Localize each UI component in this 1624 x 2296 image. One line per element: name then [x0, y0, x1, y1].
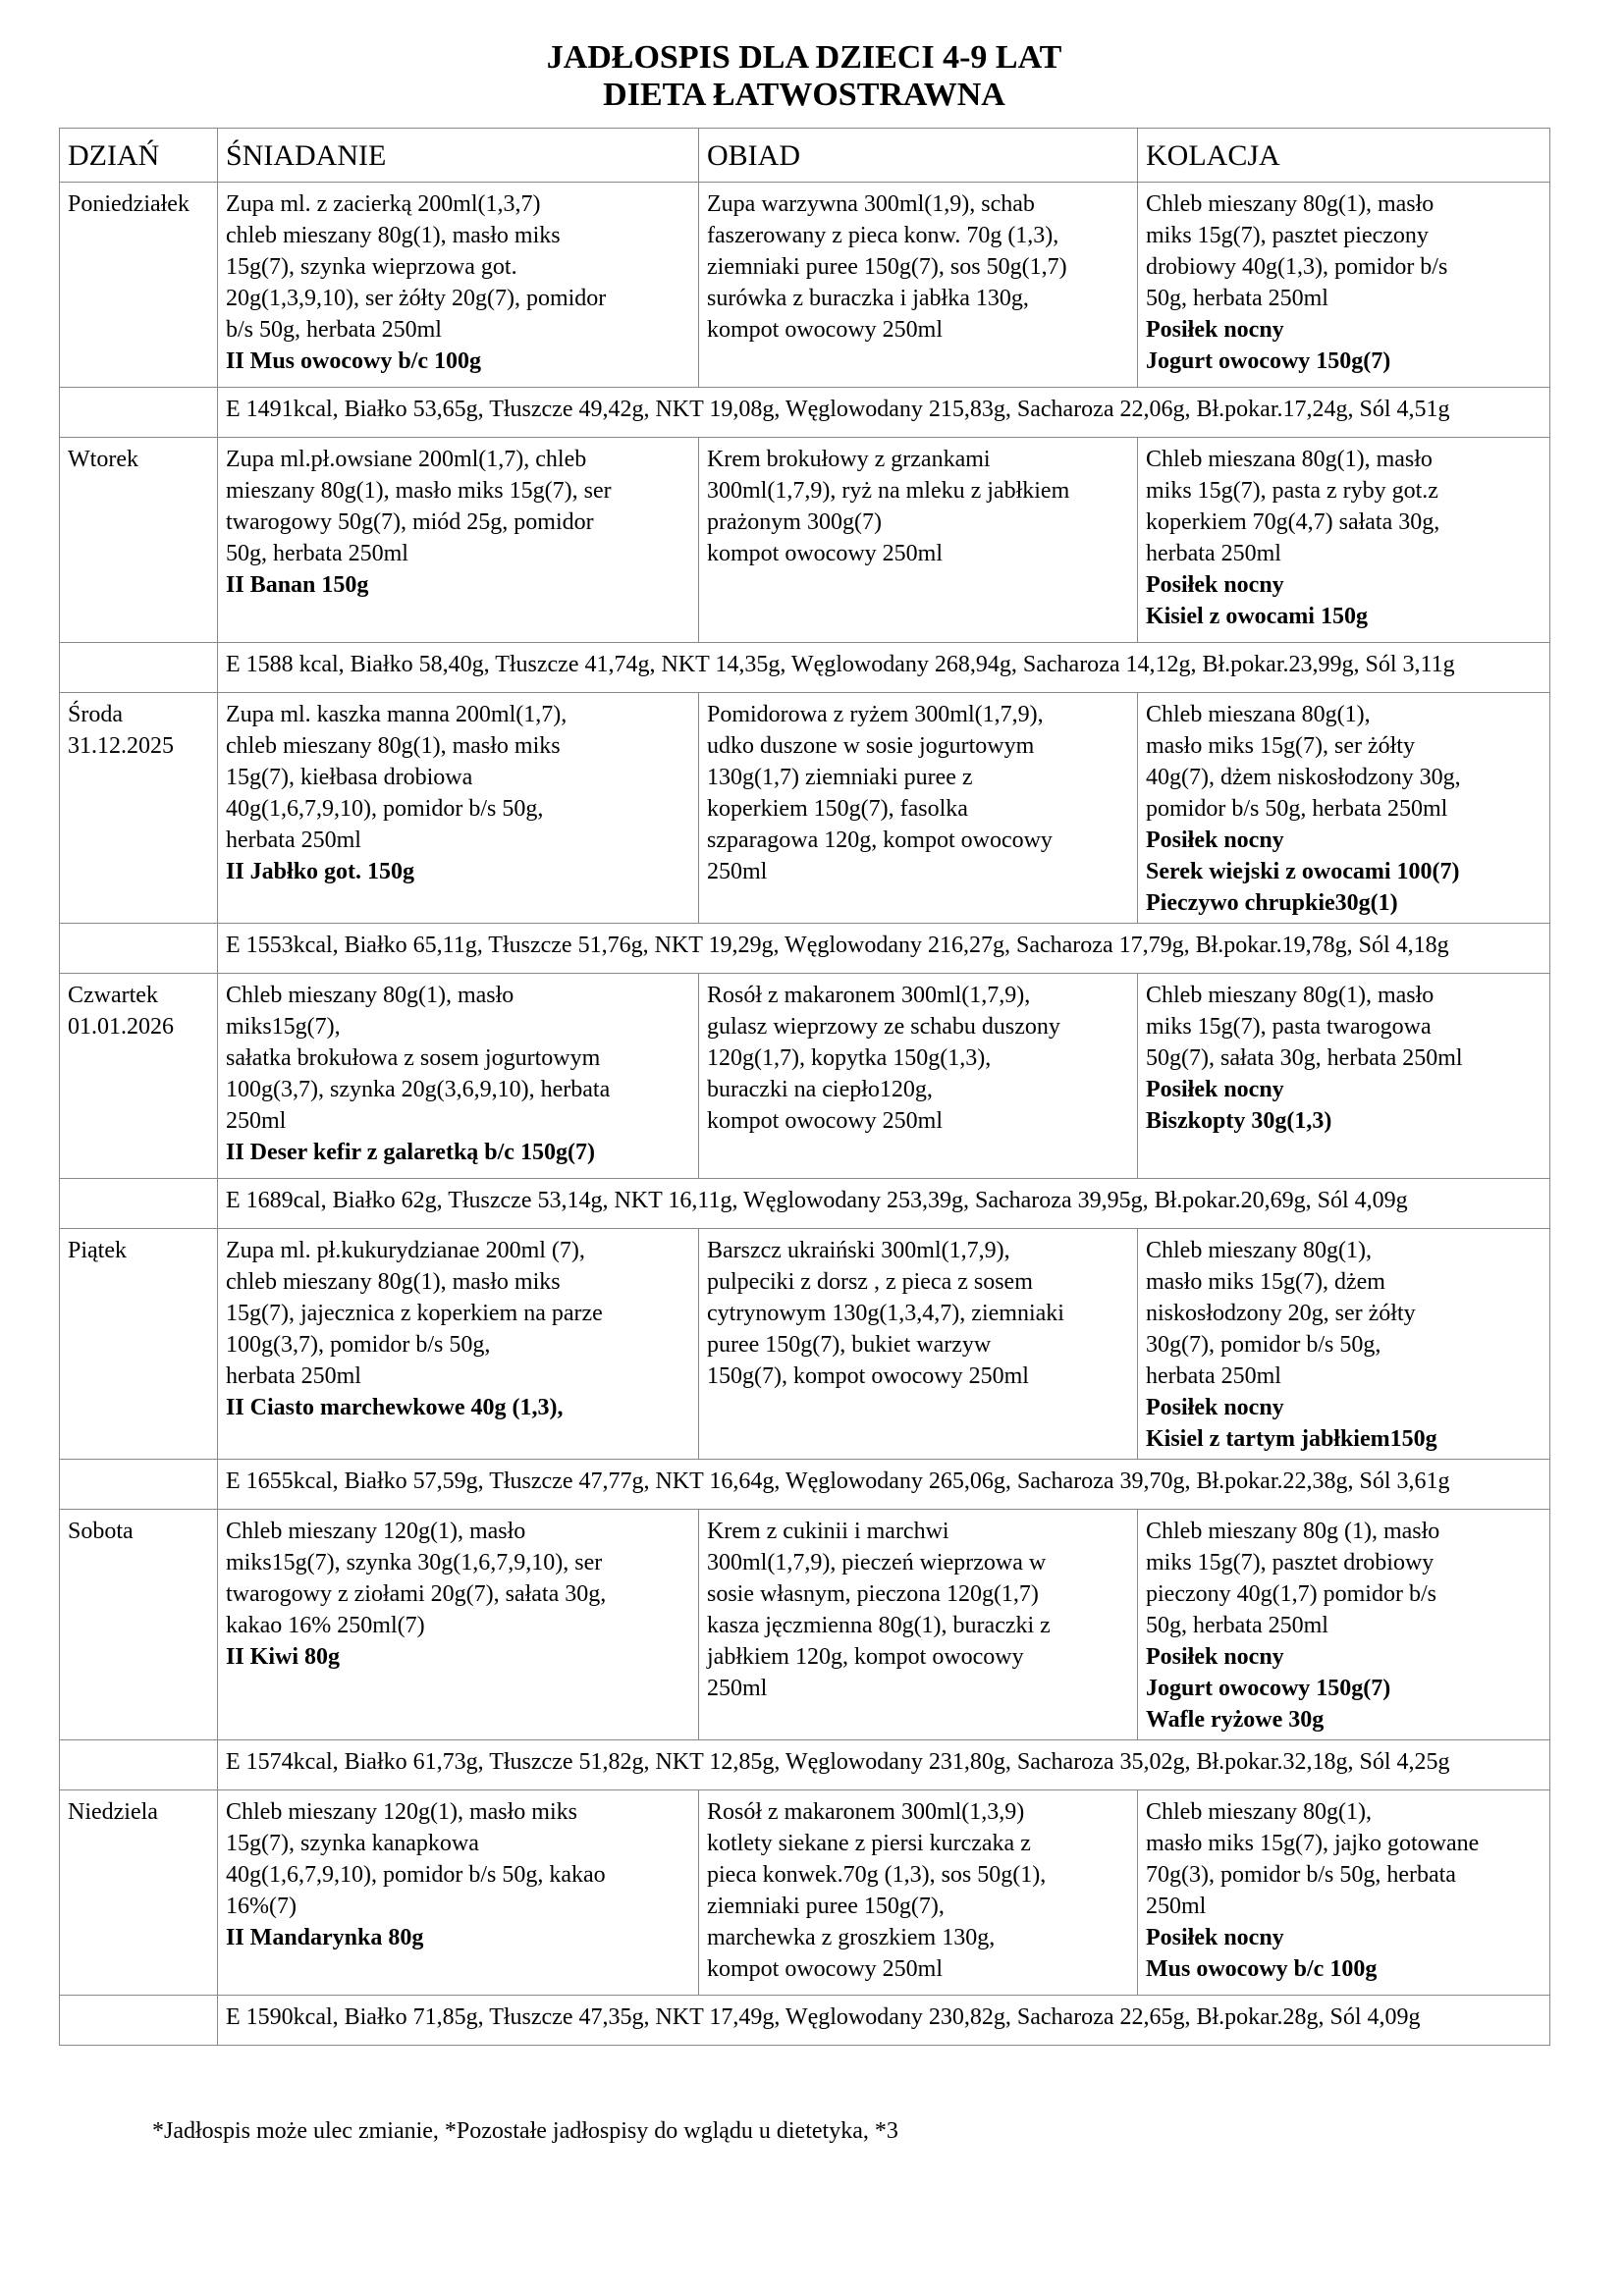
- dinner-line: niskosłodzony 20g, ser żółty: [1146, 1301, 1416, 1326]
- breakfast-cell: [218, 183, 699, 388]
- breakfast-cell: [218, 1510, 699, 1740]
- breakfast-line: Chleb mieszany 120g(1), masło: [226, 1519, 526, 1544]
- day-name-line: 31.12.2025: [68, 733, 174, 759]
- breakfast-line: II Kiwi 80g: [226, 1644, 341, 1670]
- lunch-line: kotlety siekane z piersi kurczaka z: [707, 1831, 1031, 1856]
- lunch-line: Krem brokułowy z grzankami: [707, 447, 991, 472]
- dinner-line: koperkiem 70g(4,7) sałata 30g,: [1146, 509, 1440, 535]
- lunch-line: szparagowa 120g, kompot owocowy: [707, 828, 1053, 853]
- header-lunch: OBIAD: [699, 129, 1138, 183]
- nutrition-spacer: [60, 1996, 218, 2046]
- lunch-line: kasza jęczmienna 80g(1), buraczki z: [707, 1613, 1051, 1638]
- nutrition-summary: E 1574kcal, Białko 61,73g, Tłuszcze 51,82g, NKT 12,85g, Węglowodany 231,80g, Sacharoza 35,02g, Bł.pokar.32,18g, Sól 4,25g: [218, 1740, 1550, 1790]
- lunch-line: 250ml: [707, 1676, 768, 1701]
- breakfast-cell: [218, 974, 699, 1179]
- breakfast-line: herbata 250ml: [226, 828, 361, 853]
- day-name-line: 01.01.2026: [68, 1014, 174, 1040]
- dinner-line: Wafle ryżowe 30g: [1146, 1707, 1325, 1733]
- breakfast-line: 15g(7), szynka kanapkowa: [226, 1831, 479, 1856]
- day-name-cell: [60, 183, 218, 388]
- dinner-line: herbata 250ml: [1146, 541, 1281, 566]
- lunch-line: buraczki na ciepło120g,: [707, 1077, 933, 1102]
- dinner-line: Pieczywo chrupkie30g(1): [1146, 890, 1398, 916]
- title-line-1: JADŁOSPIS DLA DZIECI 4-9 LAT: [546, 39, 1062, 76]
- dinner-line: herbata 250ml: [1146, 1363, 1281, 1389]
- dinner-line: Biszkopty 30g(1,3): [1146, 1108, 1332, 1134]
- dinner-cell: [1138, 974, 1550, 1179]
- breakfast-line: II Banan 150g: [226, 572, 369, 598]
- breakfast-line: Zupa ml. pł.kukurydzianae 200ml (7),: [226, 1238, 585, 1263]
- nutrition-row: [60, 643, 1550, 693]
- day-row: [60, 693, 1550, 924]
- lunch-cell: [699, 693, 1138, 924]
- breakfast-cell: [218, 1229, 699, 1460]
- dinner-line: 250ml: [1146, 1894, 1207, 1919]
- day-name-line: Czwartek: [68, 983, 158, 1008]
- lunch-line: Barszcz ukraiński 300ml(1,7,9),: [707, 1238, 1010, 1263]
- dinner-line: 70g(3), pomidor b/s 50g, herbata: [1146, 1862, 1456, 1888]
- dinner-line: Mus owocowy b/c 100g: [1146, 1956, 1378, 1982]
- dinner-line: Chleb mieszany 80g(1), masło: [1146, 191, 1435, 217]
- lunch-line: Rosół z makaronem 300ml(1,3,9): [707, 1799, 1025, 1825]
- footer-note: *Jadłospis może ulec zmianie, *Pozostałe jadłospisy do wglądu u dietetyka, *3: [152, 2118, 898, 2144]
- day-name-line: Niedziela: [68, 1799, 158, 1825]
- dinner-line: Posiłek nocny: [1146, 1395, 1284, 1420]
- dinner-line: Chleb mieszany 80g (1), masło: [1146, 1519, 1440, 1544]
- lunch-line: Pomidorowa z ryżem 300ml(1,7,9),: [707, 702, 1044, 727]
- dinner-line: Chleb mieszany 80g(1), masło: [1146, 983, 1435, 1008]
- dinner-line: miks 15g(7), pasztet drobiowy: [1146, 1550, 1435, 1575]
- nutrition-row: [60, 388, 1550, 438]
- breakfast-line: Zupa ml. kaszka manna 200ml(1,7),: [226, 702, 568, 727]
- breakfast-line: II Deser kefir z galaretką b/c 150g(7): [226, 1140, 595, 1165]
- dinner-line: Jogurt owocowy 150g(7): [1146, 348, 1391, 374]
- lunch-line: udko duszone w sosie jogurtowym: [707, 733, 1035, 759]
- lunch-line: 120g(1,7), kopytka 150g(1,3),: [707, 1045, 992, 1071]
- lunch-line: sosie własnym, pieczona 120g(1,7): [707, 1581, 1039, 1607]
- day-row: [60, 1229, 1550, 1460]
- nutrition-row: [60, 924, 1550, 974]
- dinner-line: Kisiel z owocami 150g: [1146, 604, 1368, 629]
- breakfast-line: 250ml: [226, 1108, 287, 1134]
- breakfast-line: Zupa ml. z zacierką 200ml(1,3,7): [226, 191, 541, 217]
- lunch-line: 150g(7), kompot owocowy 250ml: [707, 1363, 1029, 1389]
- dinner-line: Kisiel z tartym jabłkiem150g: [1146, 1426, 1437, 1452]
- lunch-line: 250ml: [707, 859, 768, 884]
- breakfast-cell: [218, 438, 699, 643]
- breakfast-line: Zupa ml.pł.owsiane 200ml(1,7), chleb: [226, 447, 587, 472]
- breakfast-line: 15g(7), kiełbasa drobiowa: [226, 765, 473, 790]
- lunch-line: marchewka z groszkiem 130g,: [707, 1925, 996, 1950]
- dinner-cell: [1138, 1510, 1550, 1740]
- breakfast-line: kakao 16% 250ml(7): [226, 1613, 425, 1638]
- breakfast-line: twarogowy 50g(7), miód 25g, pomidor: [226, 509, 594, 535]
- breakfast-line: 40g(1,6,7,9,10), pomidor b/s 50g, kakao: [226, 1862, 606, 1888]
- lunch-line: ziemniaki puree 150g(7),: [707, 1894, 945, 1919]
- breakfast-line: II Ciasto marchewkowe 40g (1,3),: [226, 1395, 564, 1420]
- dinner-line: Posiłek nocny: [1146, 1644, 1284, 1670]
- nutrition-row: [60, 1460, 1550, 1510]
- breakfast-line: II Mandarynka 80g: [226, 1925, 424, 1950]
- lunch-line: Zupa warzywna 300ml(1,9), schab: [707, 191, 1035, 217]
- nutrition-spacer: [60, 1740, 218, 1790]
- lunch-line: koperkiem 150g(7), fasolka: [707, 796, 968, 822]
- nutrition-summary: E 1588 kcal, Białko 58,40g, Tłuszcze 41,74g, NKT 14,35g, Węglowodany 268,94g, Sacharoza 14,12g, Bł.pokar.23,99g, Sól 3,11g: [218, 643, 1550, 693]
- breakfast-line: 40g(1,6,7,9,10), pomidor b/s 50g,: [226, 796, 544, 822]
- breakfast-line: miks15g(7),: [226, 1014, 341, 1040]
- dinner-line: Jogurt owocowy 150g(7): [1146, 1676, 1391, 1701]
- lunch-line: surówka z buraczka i jabłka 130g,: [707, 286, 1029, 311]
- page-title: [59, 39, 1549, 114]
- menu-body: [60, 183, 1550, 2046]
- nutrition-summary: E 1655kcal, Białko 57,59g, Tłuszcze 47,77g, NKT 16,64g, Węglowodany 265,06g, Sacharoza 39,70g, Bł.pokar.22,38g, Sól 3,61g: [218, 1460, 1550, 1510]
- breakfast-line: Chleb mieszany 120g(1), masło miks: [226, 1799, 577, 1825]
- breakfast-line: 15g(7), szynka wieprzowa got.: [226, 254, 517, 280]
- lunch-cell: [699, 438, 1138, 643]
- day-name-line: Środa: [68, 702, 123, 727]
- day-name-cell: [60, 1510, 218, 1740]
- breakfast-line: 100g(3,7), pomidor b/s 50g,: [226, 1332, 491, 1358]
- dinner-line: 50g, herbata 250ml: [1146, 1613, 1328, 1638]
- breakfast-line: 50g, herbata 250ml: [226, 541, 408, 566]
- header-section: DZIAŃ: [60, 129, 218, 183]
- nutrition-spacer: [60, 1179, 218, 1229]
- breakfast-line: II Mus owocowy b/c 100g: [226, 348, 482, 374]
- menu-table: [59, 128, 1550, 2046]
- lunch-line: faszerowany z pieca konw. 70g (1,3),: [707, 223, 1059, 248]
- lunch-line: gulasz wieprzowy ze schabu duszony: [707, 1014, 1060, 1040]
- dinner-line: Chleb mieszany 80g(1),: [1146, 1238, 1372, 1263]
- day-name-line: Sobota: [68, 1519, 134, 1544]
- day-row: [60, 974, 1550, 1179]
- nutrition-row: [60, 1996, 1550, 2046]
- dinner-line: 50g(7), sałata 30g, herbata 250ml: [1146, 1045, 1463, 1071]
- lunch-line: kompot owocowy 250ml: [707, 1108, 943, 1134]
- breakfast-line: II Jabłko got. 150g: [226, 859, 415, 884]
- dinner-line: 40g(7), dżem niskosłodzony 30g,: [1146, 765, 1461, 790]
- day-name-cell: [60, 1229, 218, 1460]
- nutrition-spacer: [60, 388, 218, 438]
- header-dinner: KOLACJA: [1138, 129, 1550, 183]
- day-name-cell: [60, 974, 218, 1179]
- dinner-line: Posiłek nocny: [1146, 317, 1284, 343]
- dinner-line: drobiowy 40g(1,3), pomidor b/s: [1146, 254, 1448, 280]
- dinner-line: miks 15g(7), pasta z ryby got.z: [1146, 478, 1438, 504]
- nutrition-spacer: [60, 1460, 218, 1510]
- lunch-cell: [699, 1790, 1138, 1996]
- lunch-line: pieca konwek.70g (1,3), sos 50g(1),: [707, 1862, 1047, 1888]
- day-name-cell: [60, 1790, 218, 1996]
- breakfast-line: sałatka brokułowa z sosem jogurtowym: [226, 1045, 601, 1071]
- day-name-line: Poniedziałek: [68, 191, 189, 217]
- dinner-cell: [1138, 183, 1550, 388]
- nutrition-summary: E 1553kcal, Białko 65,11g, Tłuszcze 51,76g, NKT 19,29g, Węglowodany 216,27g, Sacharoza 17,79g, Bł.pokar.19,78g, Sól 4,18g: [218, 924, 1550, 974]
- breakfast-line: chleb mieszany 80g(1), masło miks: [226, 223, 561, 248]
- breakfast-line: 20g(1,3,9,10), ser żółty 20g(7), pomidor: [226, 286, 607, 311]
- lunch-cell: [699, 183, 1138, 388]
- lunch-line: prażonym 300g(7): [707, 509, 882, 535]
- nutrition-row: [60, 1740, 1550, 1790]
- dinner-line: Chleb mieszana 80g(1),: [1146, 702, 1371, 727]
- nutrition-spacer: [60, 643, 218, 693]
- header-row: [60, 129, 1550, 183]
- lunch-cell: [699, 1229, 1138, 1460]
- dinner-line: pomidor b/s 50g, herbata 250ml: [1146, 796, 1448, 822]
- breakfast-line: 16%(7): [226, 1894, 297, 1919]
- dinner-line: miks 15g(7), pasztet pieczony: [1146, 223, 1429, 248]
- breakfast-line: chleb mieszany 80g(1), masło miks: [226, 1269, 561, 1295]
- breakfast-line: twarogowy z ziołami 20g(7), sałata 30g,: [226, 1581, 607, 1607]
- dinner-line: masło miks 15g(7), jajko gotowane: [1146, 1831, 1480, 1856]
- lunch-cell: [699, 974, 1138, 1179]
- nutrition-summary: E 1491kcal, Białko 53,65g, Tłuszcze 49,42g, NKT 19,08g, Węglowodany 215,83g, Sacharoza 22,06g, Bł.pokar.17,24g, Sól 4,51g: [218, 388, 1550, 438]
- dinner-cell: [1138, 1790, 1550, 1996]
- dinner-line: Posiłek nocny: [1146, 828, 1284, 853]
- header-breakfast: ŚNIADANIE: [218, 129, 699, 183]
- breakfast-line: 100g(3,7), szynka 20g(3,6,9,10), herbata: [226, 1077, 611, 1102]
- dinner-cell: [1138, 693, 1550, 924]
- breakfast-line: herbata 250ml: [226, 1363, 361, 1389]
- nutrition-spacer: [60, 924, 218, 974]
- lunch-line: 300ml(1,7,9), ryż na mleku z jabłkiem: [707, 478, 1070, 504]
- lunch-cell: [699, 1510, 1138, 1740]
- lunch-line: kompot owocowy 250ml: [707, 1956, 943, 1982]
- day-name-line: Wtorek: [68, 447, 138, 472]
- nutrition-summary: E 1689cal, Białko 62g, Tłuszcze 53,14g, NKT 16,11g, Węglowodany 253,39g, Sacharoza 39,95g, Bł.pokar.20,69g, Sól 4,09g: [218, 1179, 1550, 1229]
- lunch-line: puree 150g(7), bukiet warzyw: [707, 1332, 992, 1358]
- dinner-line: 30g(7), pomidor b/s 50g,: [1146, 1332, 1381, 1358]
- dinner-line: Chleb mieszana 80g(1), masło: [1146, 447, 1433, 472]
- dinner-line: Serek wiejski z owocami 100(7): [1146, 859, 1460, 884]
- title-line-2: DIETA ŁATWOSTRAWNA: [603, 77, 1005, 113]
- nutrition-row: [60, 1179, 1550, 1229]
- breakfast-line: chleb mieszany 80g(1), masło miks: [226, 733, 561, 759]
- day-row: [60, 1510, 1550, 1740]
- lunch-line: Krem z cukinii i marchwi: [707, 1519, 949, 1544]
- breakfast-cell: [218, 1790, 699, 1996]
- day-row: [60, 1790, 1550, 1996]
- breakfast-line: mieszany 80g(1), masło miks 15g(7), ser: [226, 478, 612, 504]
- day-name-cell: [60, 438, 218, 643]
- breakfast-line: Chleb mieszany 80g(1), masło: [226, 983, 514, 1008]
- dinner-line: Posiłek nocny: [1146, 1925, 1284, 1950]
- lunch-line: jabłkiem 120g, kompot owocowy: [707, 1644, 1024, 1670]
- nutrition-summary: E 1590kcal, Białko 71,85g, Tłuszcze 47,35g, NKT 17,49g, Węglowodany 230,82g, Sacharoza 22,65g, Bł.pokar.28g, Sól 4,09g: [218, 1996, 1550, 2046]
- lunch-line: 300ml(1,7,9), pieczeń wieprzowa w: [707, 1550, 1047, 1575]
- breakfast-cell: [218, 693, 699, 924]
- lunch-line: kompot owocowy 250ml: [707, 317, 943, 343]
- day-row: [60, 438, 1550, 643]
- dinner-line: miks 15g(7), pasta twarogowa: [1146, 1014, 1432, 1040]
- dinner-cell: [1138, 1229, 1550, 1460]
- breakfast-line: b/s 50g, herbata 250ml: [226, 317, 442, 343]
- day-name-cell: [60, 693, 218, 924]
- dinner-line: pieczony 40g(1,7) pomidor b/s: [1146, 1581, 1436, 1607]
- lunch-line: ziemniaki puree 150g(7), sos 50g(1,7): [707, 254, 1067, 280]
- dinner-line: 50g, herbata 250ml: [1146, 286, 1328, 311]
- dinner-line: Posiłek nocny: [1146, 1077, 1284, 1102]
- day-name-line: Piątek: [68, 1238, 127, 1263]
- dinner-line: Chleb mieszany 80g(1),: [1146, 1799, 1372, 1825]
- dinner-cell: [1138, 438, 1550, 643]
- lunch-line: 130g(1,7) ziemniaki puree z: [707, 765, 973, 790]
- dinner-line: masło miks 15g(7), ser żółty: [1146, 733, 1415, 759]
- dinner-line: masło miks 15g(7), dżem: [1146, 1269, 1385, 1295]
- lunch-line: kompot owocowy 250ml: [707, 541, 943, 566]
- dinner-line: Posiłek nocny: [1146, 572, 1284, 598]
- day-row: [60, 183, 1550, 388]
- lunch-line: pulpeciki z dorsz , z pieca z sosem: [707, 1269, 1033, 1295]
- breakfast-line: 15g(7), jajecznica z koperkiem na parze: [226, 1301, 603, 1326]
- lunch-line: Rosół z makaronem 300ml(1,7,9),: [707, 983, 1031, 1008]
- breakfast-line: miks15g(7), szynka 30g(1,6,7,9,10), ser: [226, 1550, 603, 1575]
- lunch-line: cytrynowym 130g(1,3,4,7), ziemniaki: [707, 1301, 1064, 1326]
